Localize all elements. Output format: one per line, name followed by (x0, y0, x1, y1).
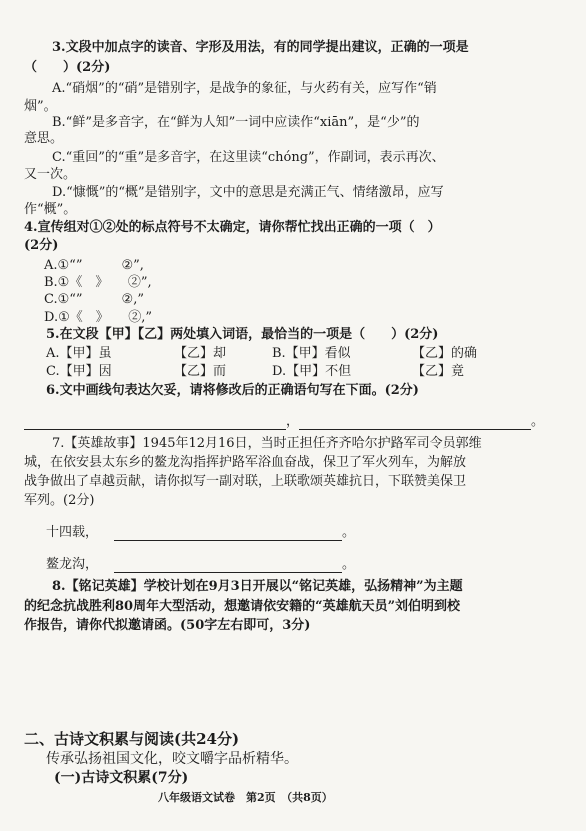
section-2-title: 二、古诗文积累与阅读(共24分) (24, 730, 240, 748)
q6-answer-line[interactable] (24, 414, 544, 430)
q3-option-c-cont: 又一次。 (24, 167, 77, 182)
q3-option-b-cont: 意思。 (24, 131, 64, 146)
q7-line-4: 军列。(2分) (24, 493, 95, 508)
q3-option-d: D.“慷慨”的“概”是错别字，文中的意思是充满正气、情绪激昂，应写 (52, 185, 444, 200)
q5-option-a-jia: A.【甲】虽 (46, 346, 112, 361)
q3-stem: 3.文段中加点字的读音、字形及用法，有的同学提出建议，正确的一项是 (52, 40, 469, 55)
q3-option-d-cont: 作“概”。 (24, 202, 77, 217)
q5-option-b-yi: 【乙】的确 (412, 346, 478, 361)
q5-stem: 5.在文段【甲】【乙】两处填入词语，最恰当的一项是（ ）(2分) (46, 327, 439, 342)
q7-couplet-lower-lead: 鳌龙沟， (46, 557, 99, 572)
q6-period: 。 (531, 414, 545, 429)
q5-option-d-jia: D.【甲】不但 (272, 364, 352, 379)
q7-couplet-lower-period: 。 (342, 557, 356, 572)
q8-line-2: 的纪念抗战胜利80周年大型活动，想邀请依安籍的“英雄航天员”刘伯明到校 (24, 599, 461, 614)
q3-option-a-cont: 烟”。 (24, 99, 57, 114)
q5-option-b-jia: B.【甲】看似 (272, 346, 351, 361)
q8-line-1: 8.【铭记英雄】学校计划在9月3日开展以“铭记英雄，弘扬精神”为主题 (52, 579, 463, 594)
page-footer: 八年级语文试卷 第2页 （共8页） (158, 791, 333, 804)
q8-line-3: 作报告，请你代拟邀请函。(50字左右即可，3分) (24, 618, 311, 633)
q7-couplet-upper-blank[interactable] (114, 526, 342, 541)
q4-stem: 4.宣传组对①②处的标点符号不太确定，请你帮忙找出正确的一项（ ） (24, 220, 441, 235)
q4-option-a: A.①“” ②”, (44, 258, 144, 273)
q6-answer-blank-1[interactable] (24, 415, 286, 430)
q7-couplet-upper-period: 。 (342, 525, 356, 540)
q5-option-a-yi: 【乙】却 (174, 346, 227, 361)
q7-line-3: 战争做出了卓越贡献，请你拟写一副对联，上联歌颂英雄抗日，下联赞美保卫 (24, 474, 467, 489)
q7-couplet-lower-blank[interactable] (114, 558, 342, 573)
q6-answer-blank-2[interactable] (299, 415, 531, 430)
q7-line-1: 7.【英雄故事】1945年12月16日，当时正担任齐齐哈尔护路军司令员郭维 (52, 436, 482, 451)
section-2-intro: 传承弘扬祖国文化，咬文嚼字品析精华。 (46, 751, 298, 767)
q4-option-d: D.①《 》 ②,” (44, 310, 153, 325)
q5-option-d-yi: 【乙】竟 (412, 364, 465, 379)
q4-option-b: B.①《 》 ②”, (44, 275, 152, 290)
q3-option-b: B.“鲜”是多音字，在“鲜为人知”一词中应读作“xiān”，是“少”的 (52, 115, 420, 130)
q6-stem: 6.文中画线句表达欠妥，请将修改后的正确语句写在下面。(2分) (46, 383, 419, 398)
q7-couplet-lower[interactable] (46, 557, 355, 573)
q7-line-2: 城，在依安县太东乡的鳌龙沟指挥护路军浴血奋战，保卫了军火列车，为解放 (24, 455, 467, 470)
q7-couplet-upper-lead: 十四载， (46, 525, 99, 540)
q3-answer-bracket: （ ）(2分) (24, 60, 111, 75)
q6-comma: ， (286, 414, 300, 429)
q3-option-a: A.“硝烟”的“硝”是错别字，是战争的象征，与火药有关，应写作“销 (52, 81, 437, 96)
q4-score: (2分) (24, 238, 59, 253)
q4-option-c: C.①“” ②,” (44, 292, 144, 307)
q5-option-c-jia: C.【甲】因 (46, 364, 112, 379)
q3-option-c: C.“重回”的“重”是多音字，在这里读“chóng”，作副词，表示再次、 (52, 150, 445, 165)
q7-couplet-upper[interactable] (46, 525, 355, 541)
section-2-subtitle: (一)古诗文积累(7分) (54, 770, 189, 786)
q5-option-c-yi: 【乙】而 (174, 364, 227, 379)
